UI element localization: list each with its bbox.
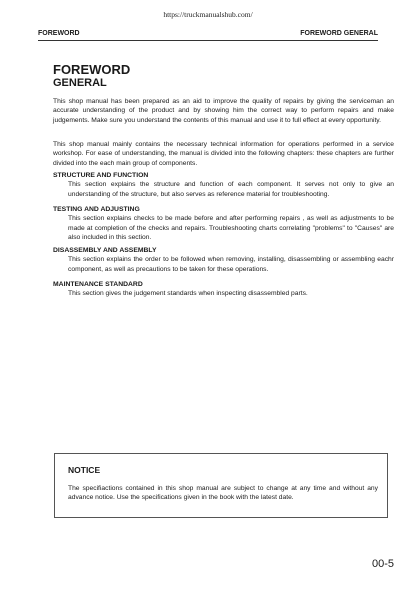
section-heading: MAINTENANCE STANDARD (53, 281, 143, 288)
section-disassembly-and-assembly (53, 246, 394, 274)
notice-title: NOTICE (68, 465, 101, 475)
section-testing-and-adjusting (53, 205, 394, 243)
section-heading: TESTING AND ADJUSTING (53, 206, 140, 213)
header-left: FOREWORD (38, 30, 80, 37)
section-text: This section explains the structure and function of each component. It serves not only to give an understanding of the structure, but also serves as reference material for troubleshooting. (68, 181, 394, 198)
section-text: This section explains the order to be followed when removing, installing, disassembling or assembling eachr component, as well as precautions to be taken for these operations. (68, 256, 394, 273)
section-text: This section explains checks to be made before and after performing repairs , as well as adjustments to be made at completion of the checks and repairs. Troubleshooting charts correlating "problems" to "Causes" are also included in this section. (68, 215, 394, 242)
intro-paragraph: This shop manual has been prepared as an aid to improve the quality of repairs by giving the serviceman an accurate understanding of the product and by showing him the correct way to perform repairs and make judgements. Make sure you understand the contents of this manual and use it to full effect at every opportunity. (53, 98, 394, 124)
notice-box (54, 453, 388, 518)
page-title: FOREWORD (53, 62, 131, 77)
header-right: FOREWORD GENERAL (300, 30, 378, 37)
section-maintenance-standard (53, 280, 394, 299)
section-text: This section gives the judgement standards when inspecting disassembled parts. (68, 290, 308, 298)
chapters-paragraph: This shop manual mainly contains the necessary technical information for operations performed in a service workshop. For ease of understanding, the manual is divided into the following chapters: these chapters are further divided into the each main group of components. (53, 141, 394, 167)
source-url[interactable]: https://truckmanualshub.com/ (163, 10, 253, 19)
section-heading: STRUCTURE AND FUNCTION (53, 172, 149, 179)
notice-text: The specifiactions contained in this shop manual are subject to change at any time and without any advance notice. Use the specifications given in the book with the latest date. (68, 485, 378, 502)
page-number: 00-5 (371, 558, 394, 570)
running-header (38, 30, 378, 40)
header-rule (38, 40, 378, 41)
section-heading: DISASSEMBLY AND ASSEMBLY (53, 247, 157, 254)
page-subtitle: GENERAL (53, 77, 107, 89)
section-structure-and-function (53, 171, 394, 199)
